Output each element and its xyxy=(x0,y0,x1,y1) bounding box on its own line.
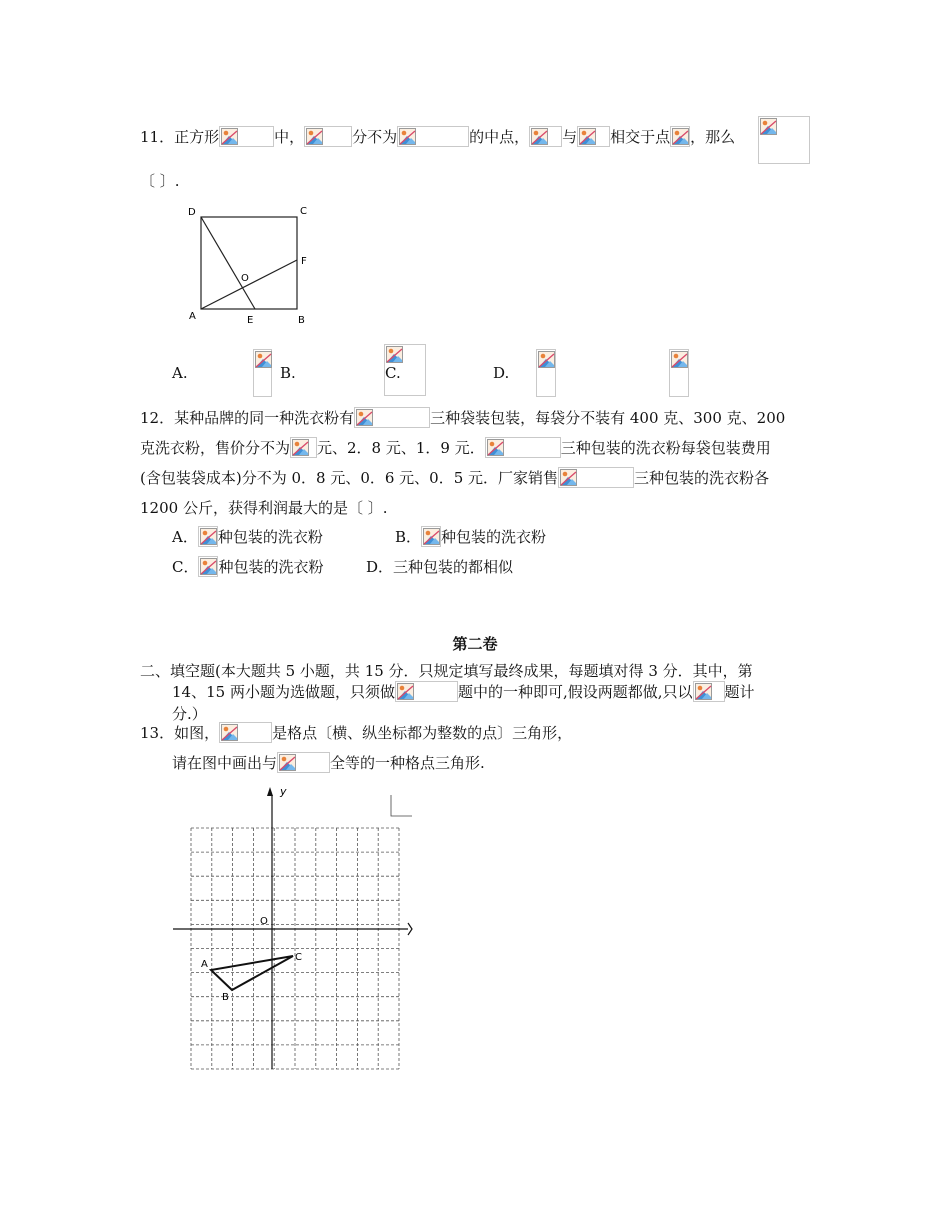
label-o: O xyxy=(241,273,249,284)
image-placeholder-icon xyxy=(219,722,272,743)
label-e: E xyxy=(247,315,254,326)
part2-line3: 分.） xyxy=(172,705,207,723)
q13-line2: 请在图中画出与 全等的一种格点三角形. xyxy=(172,754,485,772)
q13-grid-figure xyxy=(170,783,420,1075)
image-placeholder-icon xyxy=(421,526,441,547)
label-f: F xyxy=(301,256,307,267)
image-placeholder-icon xyxy=(485,437,561,458)
q11-option-a: A. xyxy=(172,364,188,382)
q11-option-b: B. xyxy=(280,364,296,382)
image-placeholder-icon xyxy=(669,349,689,397)
image-placeholder-icon xyxy=(198,526,218,547)
q11-line1: 11．正方形 中， 分不为 的中点， 与 相交于点 ，那么 xyxy=(140,128,736,146)
image-placeholder-icon xyxy=(693,681,725,702)
image-placeholder-icon xyxy=(290,437,317,458)
label-c: C xyxy=(295,952,302,963)
q12-line4: 1200 公斤，获得利润最大的是〔 〕. xyxy=(140,499,388,517)
image-placeholder-icon xyxy=(253,349,272,397)
label-a: A xyxy=(189,311,196,322)
image-placeholder-icon xyxy=(395,681,458,702)
q12-option-c: C． 种包装的洗衣粉 xyxy=(172,558,324,576)
image-placeholder-icon xyxy=(219,126,274,147)
image-placeholder-icon xyxy=(558,467,634,488)
label-o: O xyxy=(260,916,268,927)
image-placeholder-icon xyxy=(577,126,610,147)
q11-square-figure xyxy=(180,198,330,330)
q12-option-a: A． 种包装的洗衣粉 xyxy=(172,528,323,546)
image-placeholder-icon xyxy=(354,407,430,428)
part2-line2: 14、15 两小题为选做题，只须做 题中的一种即可,假设两题都做,只以 题计 xyxy=(172,683,755,701)
section-title: 第二卷 xyxy=(452,635,498,653)
image-placeholder-icon xyxy=(304,126,352,147)
label-y: y xyxy=(280,785,287,798)
q12-option-b: B． 种包装的洗衣粉 xyxy=(395,528,547,546)
image-placeholder-icon xyxy=(758,116,810,164)
q13-line1: 13．如图， 是格点〔横、纵坐标都为整数的点〕三角形， xyxy=(140,724,573,742)
label-b: B xyxy=(222,992,229,1003)
label-b: B xyxy=(298,315,305,326)
q11-option-d: D. xyxy=(493,364,510,382)
q12-line1: 12．某种品牌的同一种洗衣粉有 三种袋装包装，每袋分不装有 400 克、300 克、200 xyxy=(140,409,786,427)
image-placeholder-icon xyxy=(529,126,562,147)
label-a: A xyxy=(201,959,208,970)
q12-line3: (含包装袋成本)分不为 0．8 元、0．6 元、0．5 元．厂家销售 三种包装的洗衣粉各 xyxy=(140,469,770,487)
q11-option-c: C. xyxy=(385,364,401,382)
image-placeholder-icon xyxy=(536,349,556,397)
q11-line2: 〔 〕. xyxy=(140,172,180,190)
image-placeholder-icon xyxy=(198,556,218,577)
q12-line2: 克洗衣粉，售价分不为 元、2．8 元、1．9 元． 三种包装的洗衣粉每袋包装费用 xyxy=(140,439,771,457)
label-c: C xyxy=(300,206,307,217)
image-placeholder-icon xyxy=(670,126,690,147)
label-d: D xyxy=(188,207,196,218)
image-placeholder-icon xyxy=(397,126,469,147)
q12-option-d: D．三种包装的都相似 xyxy=(366,558,514,576)
part2-line1: 二、填空题(本大题共 5 小题，共 15 分．只规定填写最终成果，每题填对得 3 分．其中，第 xyxy=(140,662,753,680)
image-placeholder-icon xyxy=(277,752,330,773)
